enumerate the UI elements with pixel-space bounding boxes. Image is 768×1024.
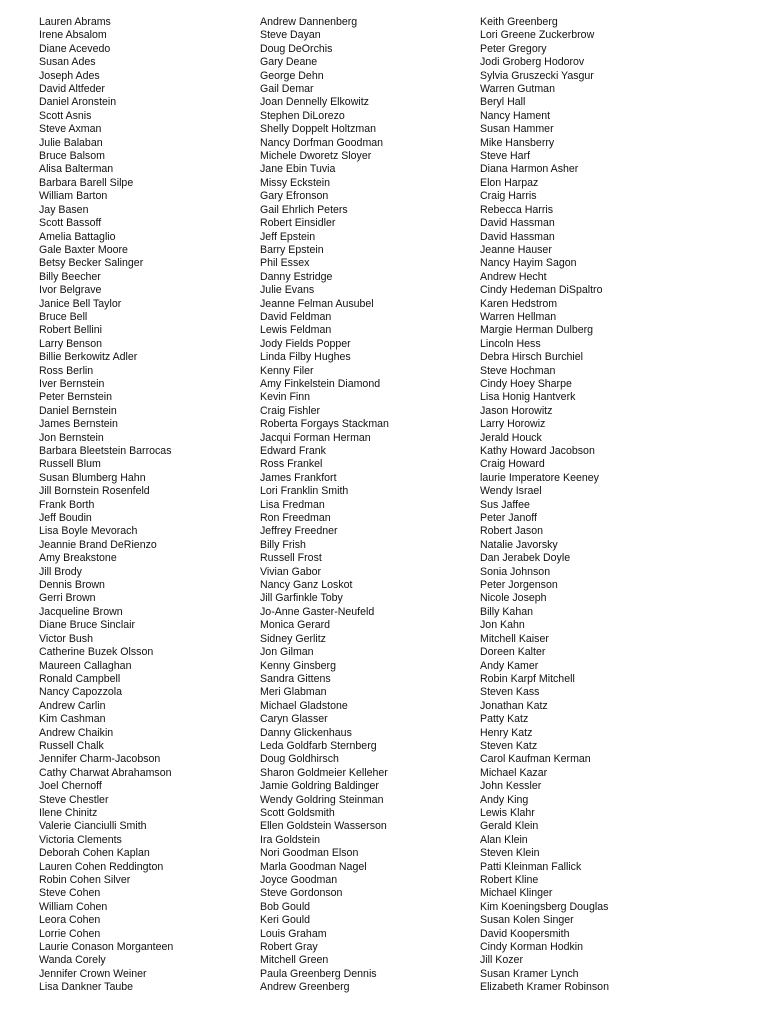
name-entry: Diana Harmon Asher (480, 163, 579, 176)
name-entry: Cindy Hoey Sharpe (480, 377, 572, 390)
name-entry: Jamie Goldring Baldinger (260, 780, 379, 793)
name-entry: Jill Kozer (480, 954, 523, 967)
name-entry: Lincoln Hess (480, 337, 541, 350)
name-entry: Barry Epstein (260, 243, 324, 256)
name-entry: Victor Bush (39, 632, 93, 645)
name-entry: Andrew Hecht (480, 270, 547, 283)
name-entry: Kevin Finn (260, 391, 311, 404)
name-entry: Missy Eckstein (260, 176, 331, 189)
name-entry: Craig Fishler (260, 404, 321, 417)
name-entry: Scott Goldsmith (260, 806, 335, 819)
name-entry: Scott Asnis (39, 109, 92, 122)
name-entry: Laurie Conason Morganteen (39, 941, 174, 954)
name-entry: Peter Janoff (480, 512, 537, 525)
name-entry: Cathy Charwat Abrahamson (39, 766, 172, 779)
name-entry: Warren Gutman (480, 83, 555, 96)
name-entry: Alisa Balterman (39, 163, 114, 176)
name-entry: Gale Baxter Moore (39, 243, 128, 256)
name-entry: Sus Jaffee (480, 498, 530, 511)
name-entry: Julie Balaban (39, 136, 103, 149)
name-entry: John Kessler (480, 780, 542, 793)
name-entry: Lauren Cohen Reddington (39, 860, 164, 873)
name-entry: Jeff Boudin (39, 512, 92, 525)
name-entry: Wendy Goldring Steinman (260, 793, 384, 806)
name-entry: Nancy Capozzola (39, 686, 123, 699)
name-entry: George Dehn (260, 69, 324, 82)
name-entry: Larry Horowiz (480, 418, 546, 431)
name-entry: Shelly Doppelt Holtzman (260, 123, 376, 136)
name-entry: Marla Goodman Nagel (260, 860, 367, 873)
name-entry: Dan Jerabek Doyle (480, 552, 571, 565)
name-entry: Joan Dennelly Elkowitz (260, 96, 369, 109)
name-entry: Nancy Hament (480, 109, 551, 122)
name-entry: Doug DeOrchis (260, 42, 333, 55)
name-entry: William Barton (39, 190, 108, 203)
name-entry: Jo-Anne Gaster-Neufeld (260, 605, 375, 618)
name-entry: Amy Breakstone (39, 552, 117, 565)
name-entry: Amy Finkelstein Diamond (260, 377, 381, 390)
name-entry: Jeffrey Freedner (260, 525, 338, 538)
name-entry: Steven Kass (480, 686, 540, 699)
name-entry: Patti Kleinman Fallick (480, 860, 582, 873)
name-entry: Lisa Dankner Taube (39, 981, 134, 994)
name-entry: Jodi Groberg Hodorov (480, 56, 585, 69)
name-entry: Julie Evans (260, 284, 315, 297)
name-entry: Michael Klinger (480, 887, 553, 900)
name-entry: Maureen Callaghan (39, 659, 132, 672)
name-entry: Steven Klein (480, 847, 540, 860)
name-entry: Jennifer Charm-Jacobson (39, 753, 161, 766)
name-entry: Meri Glabman (260, 686, 327, 699)
name-entry: Linda Filby Hughes (260, 351, 351, 364)
name-entry: Susan Hammer (480, 123, 554, 136)
name-entry: Steve Cohen (39, 887, 101, 900)
name-entry: Jeannie Brand DeRienzo (39, 538, 157, 551)
name-entry: Monica Gerard (260, 619, 331, 632)
name-entry: Peter Bernstein (39, 391, 113, 404)
name-entry: Craig Howard (480, 458, 545, 471)
name-entry: Patty Katz (480, 713, 529, 726)
name-entry: Robert Gray (260, 941, 318, 954)
name-entry: Keith Greenberg (480, 16, 558, 28)
name-entry: Jennifer Crown Weiner (39, 967, 147, 980)
name-entry: Leda Goldfarb Sternberg (260, 739, 377, 752)
name-entry: Michael Gladstone (260, 699, 348, 712)
name-entry: Roberta Forgays Stackman (260, 418, 389, 431)
name-entry: Susan Kramer Lynch (480, 967, 579, 980)
name-entry: Lorrie Cohen (39, 927, 101, 940)
name-entry: Edward Frank (260, 445, 326, 457)
name-entry: Jay Basen (39, 203, 89, 216)
name-entry: Jill Garfinkle Toby (260, 592, 343, 605)
name-entry: Gerri Brown (39, 592, 96, 605)
name-entry: Elizabeth Kramer Robinson (480, 981, 609, 994)
name-entry: Ronald Campbell (39, 672, 121, 685)
name-entry: Jeanne Hauser (480, 243, 552, 256)
name-entry: Billy Kahan (480, 605, 533, 618)
name-entry: Andy Kamer (480, 659, 539, 672)
name-entry: Robert Jason (480, 525, 544, 538)
name-entry: Valerie Cianciulli Smith (39, 820, 147, 833)
name-entry: Cindy Hedeman DiSpaltro (480, 284, 603, 297)
name-entry: Sylvia Gruszecki Yasgur (480, 69, 594, 82)
name-entry: Amelia Battaglio (39, 230, 116, 243)
name-entry: Joyce Goodman (260, 874, 338, 886)
name-entry: Jane Ebin Tuvia (260, 163, 336, 176)
name-entry: Sharon Goldmeier Kelleher (260, 766, 388, 779)
name-entry: Gail Demar (260, 83, 314, 96)
name-entry: Lisa Fredman (260, 498, 325, 511)
name-entry: Steve Chestler (39, 793, 109, 806)
name-entry: Warren Hellman (480, 310, 557, 323)
name-entry: Danny Estridge (260, 270, 333, 283)
name-entry: Janice Bell Taylor (39, 297, 122, 310)
name-entry: David Hassman (480, 217, 555, 230)
name-entry: Andrew Chaikin (39, 726, 114, 739)
name-entry: Susan Kolen Singer (480, 914, 574, 927)
name-column-3 (480, 16, 609, 995)
name-entry: Lori Greene Zuckerbrow (480, 29, 595, 42)
name-entry: Kim Cashman (39, 713, 106, 726)
name-entry: Leora Cohen (39, 914, 101, 927)
name-entry: Andrew Carlin (39, 699, 106, 712)
name-entry: Wanda Corely (39, 954, 106, 967)
name-entry: Iver Bernstein (39, 377, 105, 390)
name-entry: Kathy Howard Jacobson (480, 445, 595, 457)
name-entry: Gerald Klein (480, 820, 539, 833)
name-entry: Robin Karpf Mitchell (480, 672, 575, 685)
name-entry: Victoria Clements (39, 833, 122, 846)
name-entry: Gary Deane (260, 56, 318, 69)
name-entry: Deborah Cohen Kaplan (39, 847, 150, 860)
name-entry: Sandra Gittens (260, 672, 331, 685)
name-entry: Diane Acevedo (39, 42, 111, 55)
name-entry: Billie Berkowitz Adler (39, 351, 138, 364)
name-entry: Ira Goldstein (260, 833, 321, 846)
name-entry: Catherine Buzek Olsson (39, 646, 154, 659)
name-entry: Caryn Glasser (260, 713, 328, 726)
name-entry: Mike Hansberry (480, 136, 555, 149)
name-entry: Kenny Filer (260, 364, 314, 377)
name-entry: Lewis Feldman (260, 324, 332, 337)
name-entry: Nancy Dorfman Goodman (260, 136, 384, 149)
name-entry: Stephen DiLorezo (260, 109, 345, 122)
name-entry: Andy King (480, 793, 529, 806)
name-entry: Lauren Abrams (39, 16, 111, 28)
name-entry: Sidney Gerlitz (260, 632, 326, 645)
name-entry: Paula Greenberg Dennis (260, 967, 377, 980)
name-entry: Dennis Brown (39, 579, 105, 592)
name-entry: Ilene Chinitz (39, 806, 98, 819)
name-entry: Jill Bornstein Rosenfeld (39, 485, 150, 498)
name-entry: Lisa Boyle Mevorach (39, 525, 138, 538)
name-entry: Jacqueline Brown (39, 605, 123, 618)
name-entry: laurie Imperatore Keeney (480, 471, 599, 484)
name-entry: Nori Goodman Elson (260, 847, 359, 860)
name-entry: Andrew Dannenberg (260, 16, 358, 28)
name-entry: Keri Gould (260, 914, 311, 927)
name-entry: Carol Kaufman Kerman (480, 753, 591, 766)
name-entry: Susan Ades (39, 56, 96, 69)
name-entry: Mitchell Green (260, 954, 329, 967)
name-entry: Jody Fields Popper (260, 337, 351, 350)
name-entry: Margie Herman Dulberg (480, 324, 594, 337)
name-entry: Ron Freedman (260, 512, 331, 525)
name-entry: Steve Axman (39, 123, 102, 136)
name-entry: Russell Frost (260, 552, 322, 565)
name-entry: Cindy Korman Hodkin (480, 941, 584, 954)
name-entry: Vivian Gabor (260, 565, 322, 578)
name-entry: Betsy Becker Salinger (39, 257, 144, 270)
name-entry: Natalie Javorsky (480, 538, 558, 551)
name-entry: James Bernstein (39, 418, 118, 431)
name-entry: Rebecca Harris (480, 203, 554, 216)
name-entry: Joel Chernoff (39, 780, 102, 793)
name-entry: Barbara Barell Silpe (39, 176, 134, 189)
name-entry: Wendy Israel (480, 485, 542, 498)
name-entry: Steven Katz (480, 739, 538, 752)
name-entry: Billy Beecher (39, 270, 101, 283)
name-column-2 (260, 16, 389, 995)
name-entry: Jon Bernstein (39, 431, 104, 444)
name-entry: David Altfeder (39, 83, 105, 96)
name-entry: Steve Harf (480, 150, 531, 163)
name-entry: Henry Katz (480, 726, 533, 739)
name-entry: Peter Jorgenson (480, 579, 558, 592)
name-entry: Peter Gregory (480, 42, 547, 55)
name-entry: Ivor Belgrave (39, 284, 102, 297)
name-entry: Robert Einsidler (260, 217, 336, 230)
name-entry: Nicole Joseph (480, 592, 547, 605)
name-entry: Craig Harris (480, 190, 537, 203)
name-entry: Alan Klein (480, 833, 528, 846)
name-entry: Gary Efronson (260, 190, 329, 203)
name-entry: Kim Koeningsberg Douglas (480, 900, 609, 913)
name-entry: Steve Gordonson (260, 887, 343, 900)
name-entry: Kenny Ginsberg (260, 659, 336, 672)
name-entry: Susan Blumberg Hahn (39, 471, 146, 484)
name-entry: Elon Harpaz (480, 176, 539, 189)
name-entry: Robert Kline (480, 874, 539, 886)
name-entry: Gail Ehrlich Peters (260, 203, 348, 216)
name-entry: Ross Frankel (260, 458, 323, 471)
name-entry: Beryl Hall (480, 96, 526, 109)
name-entry: Russell Blum (39, 458, 101, 471)
name-entry: Phil Essex (260, 257, 310, 270)
name-entry: Bob Gould (260, 900, 311, 913)
name-entry: Frank Borth (39, 498, 95, 511)
name-entry: Joseph Ades (39, 69, 100, 82)
name-entry: Jacqui Forman Herman (260, 431, 371, 444)
name-entry: Lori Franklin Smith (260, 485, 349, 498)
name-entry: Jonathan Katz (480, 699, 548, 712)
name-entry: Billy Frish (260, 538, 306, 551)
name-entry: Robin Cohen Silver (39, 874, 131, 886)
name-entry: Michael Kazar (480, 766, 548, 779)
name-entry: Diane Bruce Sinclair (39, 619, 135, 632)
name-entry: Ross Berlin (39, 364, 94, 377)
name-entry: Bruce Bell (39, 310, 88, 323)
name-entry: Jeanne Felman Ausubel (260, 297, 374, 310)
name-entry: Lewis Klahr (480, 806, 535, 819)
name-entry: Doreen Kalter (480, 646, 546, 659)
name-entry: William Cohen (39, 900, 108, 913)
name-column-1 (39, 16, 173, 995)
name-entry: Jon Kahn (480, 619, 525, 632)
name-entry: Jerald Houck (480, 431, 542, 444)
name-entry: Louis Graham (260, 927, 327, 940)
name-entry: Michele Dworetz Sloyer (260, 150, 372, 163)
name-entry: Irene Absalom (39, 29, 107, 42)
name-entry: Russell Chalk (39, 739, 104, 752)
name-entry: Lisa Honig Hantverk (480, 391, 576, 404)
name-entry: James Frankfort (260, 471, 337, 484)
name-entry: Danny Glickenhaus (260, 726, 352, 739)
name-entry: David Hassman (480, 230, 555, 243)
name-entry: Debra Hirsch Burchiel (480, 351, 584, 364)
name-entry: Barbara Bleetstein Barrocas (39, 445, 172, 457)
name-entry: Jon Gilman (260, 646, 314, 659)
name-entry: Steve Hochman (480, 364, 556, 377)
name-entry: Nancy Ganz Loskot (260, 579, 353, 592)
name-entry: Larry Benson (39, 337, 103, 350)
name-entry: Andrew Greenberg (260, 981, 350, 994)
name-entry: Robert Bellini (39, 324, 103, 337)
name-entry: Karen Hedstrom (480, 297, 558, 310)
name-entry: Doug Goldhirsch (260, 753, 339, 766)
name-entry: Jeff Epstein (260, 230, 316, 243)
name-entry: Scott Bassoff (39, 217, 102, 230)
name-entry: Jason Horowitz (480, 404, 553, 417)
name-entry: Sonia Johnson (480, 565, 551, 578)
name-entry: Steve Dayan (260, 29, 321, 42)
name-entry: Daniel Bernstein (39, 404, 117, 417)
name-entry: Nancy Hayim Sagon (480, 257, 577, 270)
name-entry: David Koopersmith (480, 927, 570, 940)
name-entry: Bruce Balsom (39, 150, 105, 163)
name-entry: Mitchell Kaiser (480, 632, 549, 645)
name-entry: Jill Brody (39, 565, 82, 578)
name-entry: David Feldman (260, 310, 332, 323)
name-entry: Daniel Aronstein (39, 96, 117, 109)
name-entry: Ellen Goldstein Wasserson (260, 820, 387, 833)
